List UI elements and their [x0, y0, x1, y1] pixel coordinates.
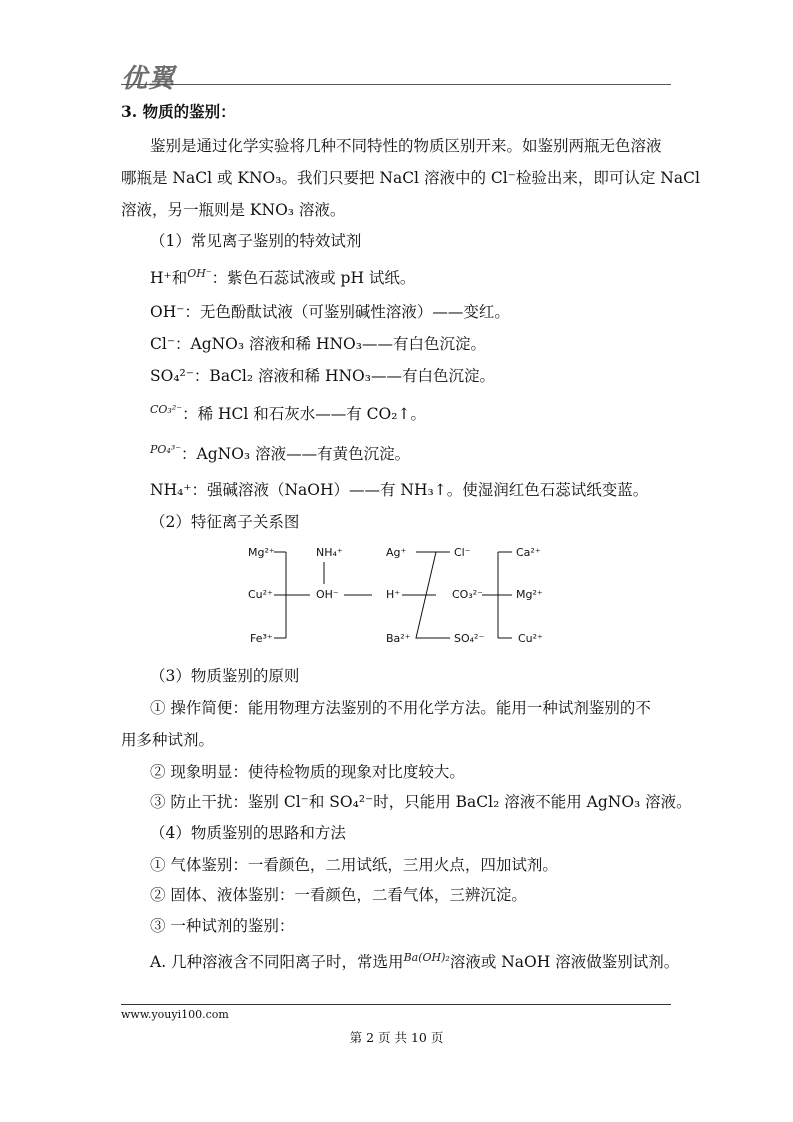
method-2: ② 固体、液体鉴别：一看颜色，二看气体，三辨沉淀。	[150, 886, 527, 904]
method-a-line	[150, 950, 679, 972]
diagram-oh: OH⁻	[316, 588, 339, 601]
diagram-nh4: NH₄⁺	[316, 546, 343, 559]
ion-oh-line: OH⁻：无色酚酞试液（可鉴别碱性溶液）——变红。	[150, 303, 510, 321]
diagram-cu: Cu²⁺	[248, 588, 273, 601]
principle-3: ③ 防止干扰：鉴别 Cl⁻和 SO₄²⁻时，只能用 BaCl₂ 溶液不能用 AgNO₃ 溶液。	[150, 793, 692, 811]
diagram-mg2: Mg²⁺	[516, 588, 543, 601]
subheading-3: （3）物质鉴别的原则	[150, 667, 300, 685]
footer-divider	[121, 1004, 671, 1005]
diagram-cl: Cl⁻	[454, 546, 471, 559]
subheading-4: （4）物质鉴别的思路和方法	[150, 824, 346, 842]
subheading-2: （2）特征离子关系图	[150, 513, 300, 531]
ion-co3-formula: CO₃²⁻	[150, 403, 183, 416]
method-a-formula: Ba(OH)₂	[403, 951, 450, 964]
ion-nh4-line: NH₄⁺：强碱溶液（NaOH）——有 NH₃↑。使湿润红色石蕊试纸变蓝。	[150, 481, 649, 499]
ion-h-prefix: H⁺和	[150, 269, 188, 287]
ion-h-line	[150, 266, 415, 288]
intro-line-2: 哪瓶是 NaCl 或 KNO₃。我们只要把 NaCl 溶液中的 Cl⁻检验出来，即可认定 NaCl	[121, 169, 700, 187]
page-number: 第 2 页 共 10 页	[349, 1030, 444, 1045]
header-divider	[121, 84, 671, 85]
diagram-fe: Fe³⁺	[250, 632, 273, 645]
method-3: ③ 一种试剂的鉴别：	[150, 917, 295, 935]
ion-po4-line	[150, 442, 410, 464]
diagram-ag: Ag⁺	[386, 546, 407, 559]
principle-1b: 用多种试剂。	[121, 731, 215, 749]
ion-co3-line	[150, 402, 426, 424]
ion-oh-formula: OH⁻	[187, 267, 212, 280]
ion-po4-formula: PO₄³⁻	[150, 443, 182, 456]
method-a-suffix: 溶液或 NaOH 溶液做鉴别试剂。	[449, 953, 680, 971]
ion-so4-line: SO₄²⁻：BaCl₂ 溶液和稀 HNO₃——有白色沉淀。	[150, 367, 495, 385]
method-1: ① 气体鉴别：一看颜色，二用试纸，三用火点，四加试剂。	[150, 856, 558, 874]
diagram-ca: Ca²⁺	[516, 546, 541, 559]
diagram-ba: Ba²⁺	[386, 632, 411, 645]
ion-co3-text: ：稀 HCl 和石灰水——有 CO₂↑。	[182, 405, 426, 423]
diagram-mg: Mg²⁺	[248, 546, 275, 559]
ion-po4-text: ：AgNO₃ 溶液——有黄色沉淀。	[181, 445, 411, 463]
principle-1a: ① 操作简便：能用物理方法鉴别的不用化学方法。能用一种试剂鉴别的不	[150, 699, 651, 717]
principle-2: ② 现象明显：使待检物质的现象对比度较大。	[150, 763, 465, 781]
ion-cl-line: Cl⁻：AgNO₃ 溶液和稀 HNO₃——有白色沉淀。	[150, 335, 486, 353]
intro-line-3: 溶液，另一瓶则是 KNO₃ 溶液。	[121, 201, 346, 219]
diagram-so4: SO₄²⁻	[454, 632, 485, 645]
ion-relationship-diagram	[240, 540, 560, 652]
youyi-logo: 优翼	[121, 64, 176, 94]
footer-url[interactable]: www.youyi100.com	[121, 1008, 229, 1021]
method-a-prefix: A. 几种溶液含不同阳离子时，常选用	[150, 953, 404, 971]
intro-line-1: 鉴别是通过化学实验将几种不同特性的物质区别开来。如鉴别两瓶无色溶液	[150, 137, 662, 155]
ion-h-text: ：紫色石蕊试液或 pH 试纸。	[211, 269, 416, 287]
diagram-co3: CO₃²⁻	[452, 588, 483, 601]
subheading-1: （1）常见离子鉴别的特效试剂	[150, 232, 362, 250]
section-title: 3. 物质的鉴别：	[121, 102, 236, 121]
diagram-h: H⁺	[386, 588, 401, 601]
diagram-cu2: Cu²⁺	[518, 632, 543, 645]
